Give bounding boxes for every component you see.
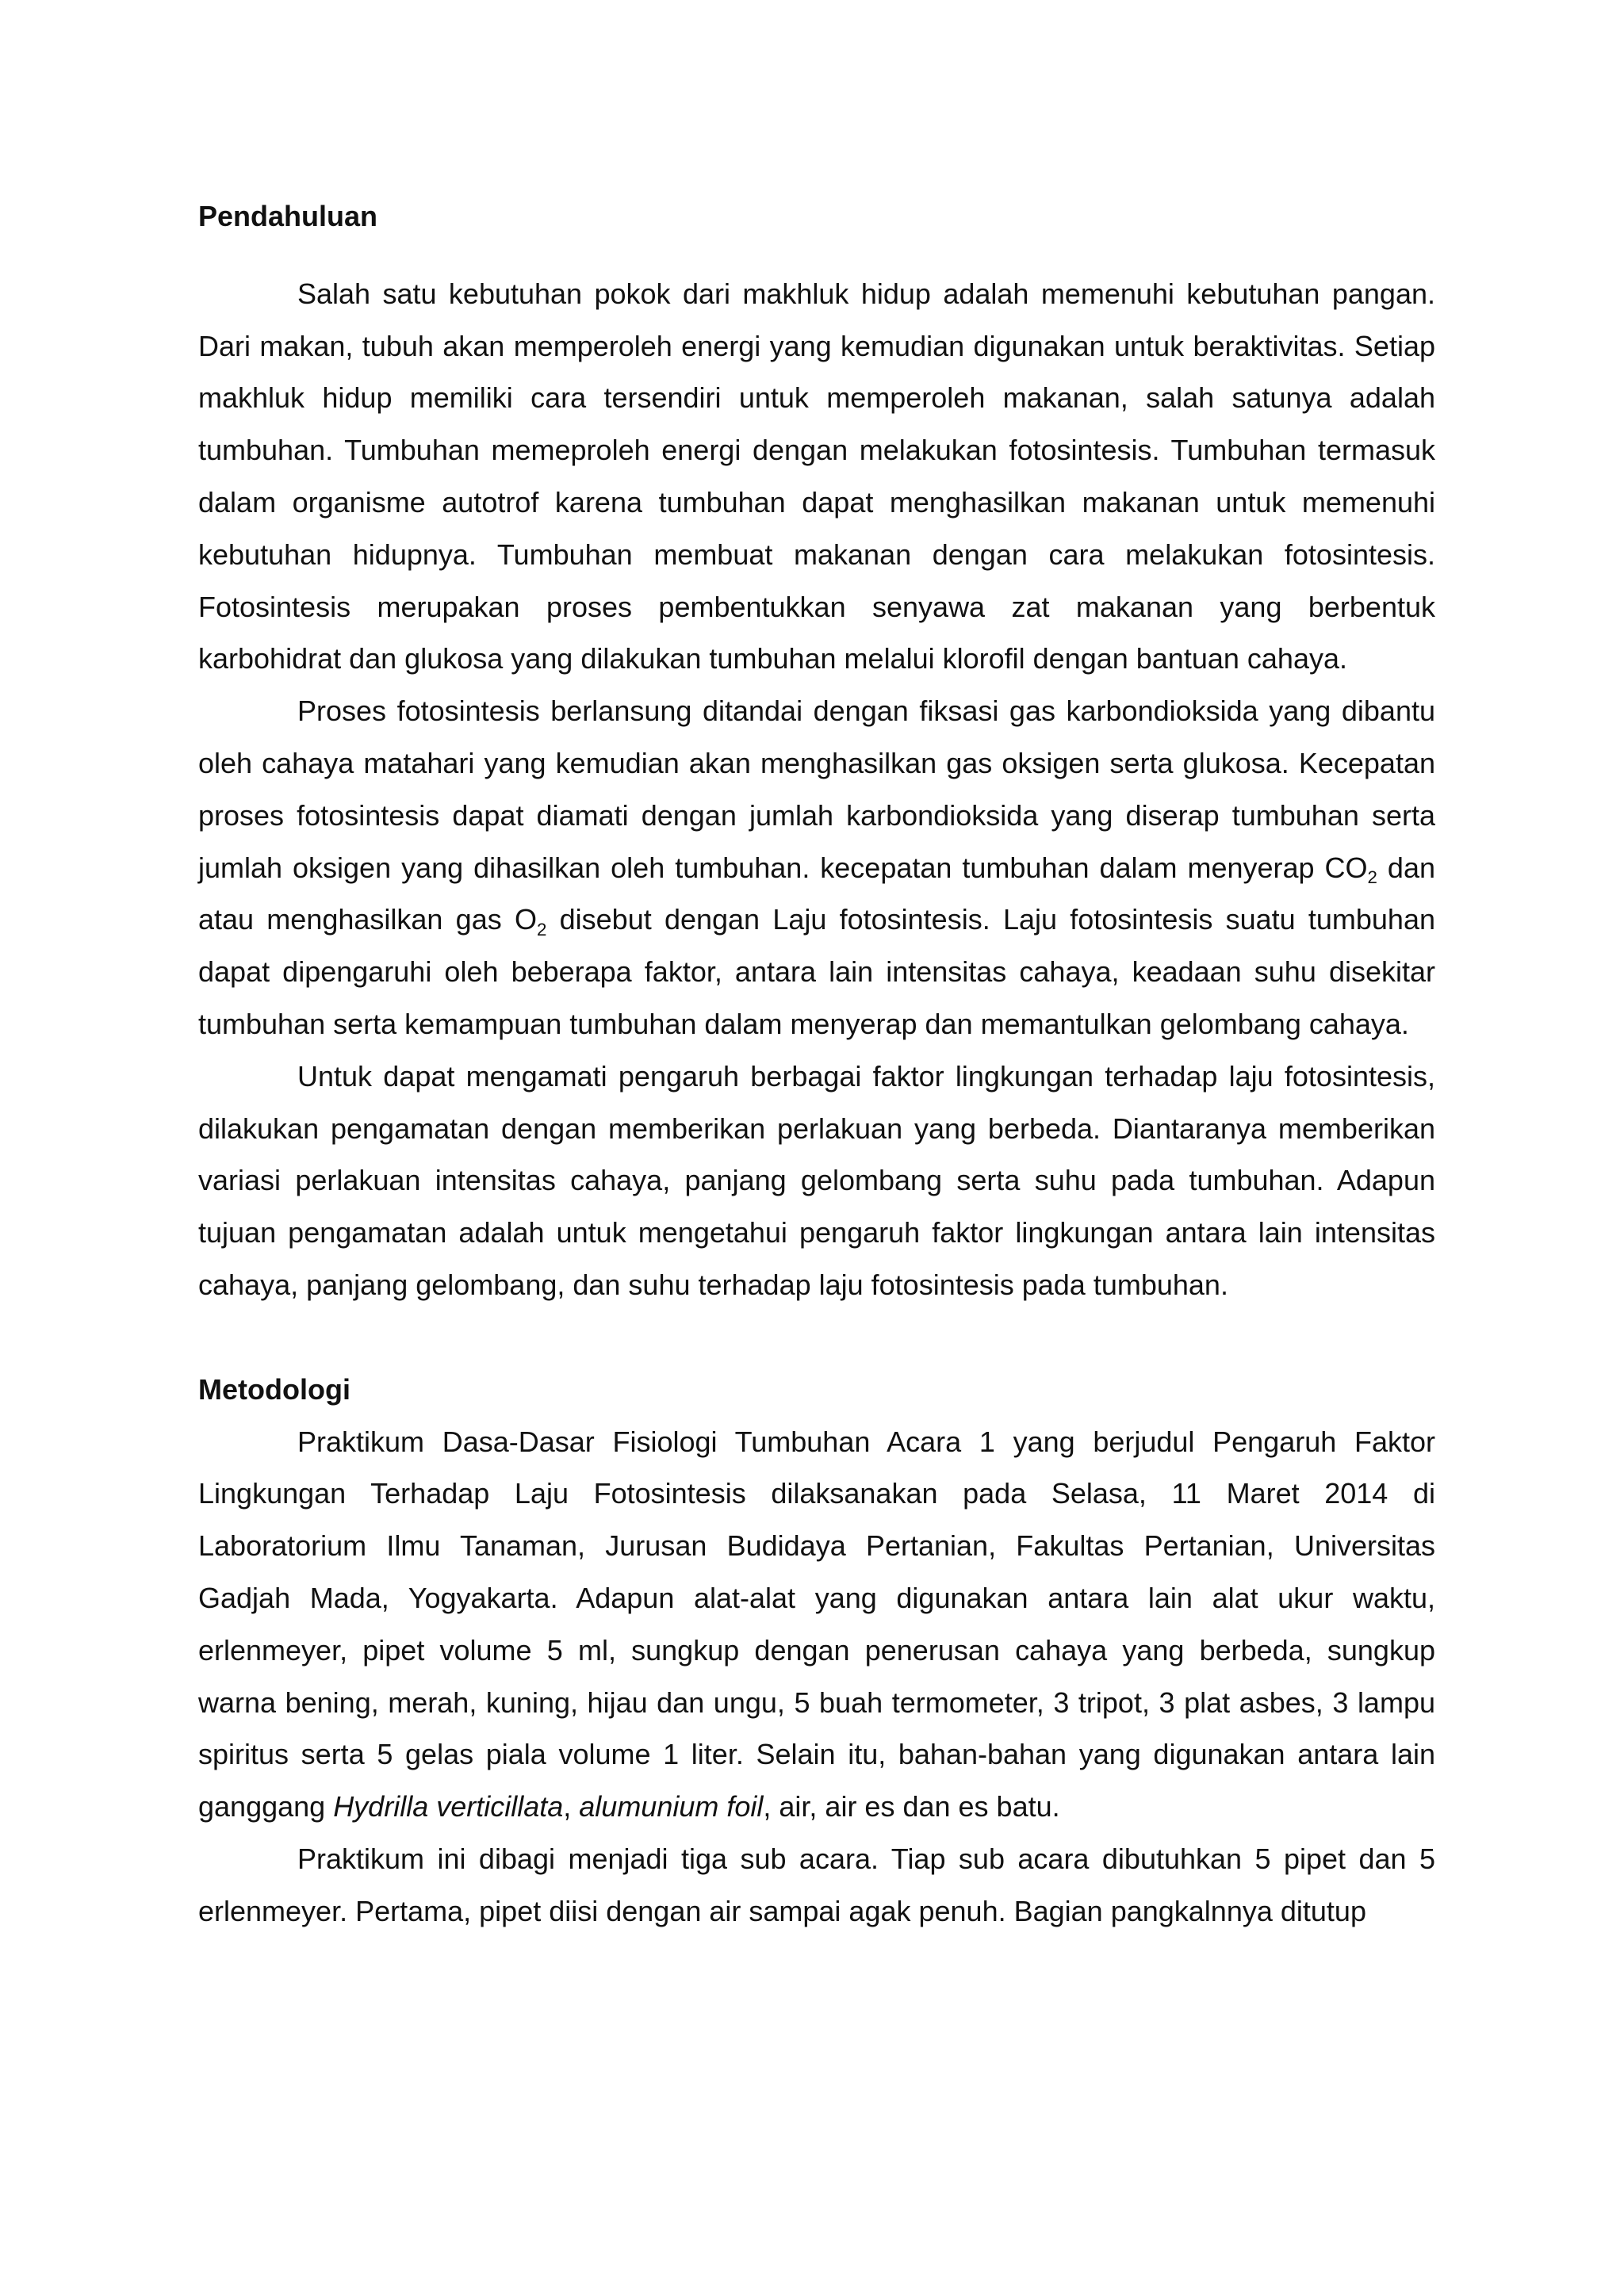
document-page xyxy=(198,190,1435,1938)
pendahuluan-paragraph-2 xyxy=(198,685,1435,1050)
paragraph-text: Praktikum Dasa-Dasar Fisiologi Tumbuhan Acara 1 yang berjudul Pengaruh Faktor Lingkungan Terhadap Laju Fotosintesis dilaksanakan pada Selasa, 11 Maret 2014 di Laboratorium Ilmu Tanaman, Jurusan Budidaya Pertanian, Fakultas Pertanian, Universitas Gadjah Mada, Yogyakarta. Adapun alat-alat yang digunakan antara lain alat ukur waktu, erlenmeyer, pipet volume 5 ml, sungkup dengan penerusan cahaya yang berbeda, sungkup warna bening, merah, kuning, hijau dan ungu, 5 buah termometer, 3 tripot, 3 plat asbes, 3 lampu spiritus serta 5 gelas piala volume 1 liter. Selain itu, bahan-bahan yang digunakan antara lain ganggang xyxy=(198,1425,1435,1823)
paragraph-text: disebut dengan Laju fotosintesis. Laju fotosintesis suatu tumbuhan dapat dipengaruhi oleh beberapa faktor, antara lain intensitas cahaya, keadaan suhu disekitar tumbuhan serta kemampuan tumbuhan dalam menyerap dan memantulkan gelombang cahaya. xyxy=(198,903,1435,1040)
o2-subscript: 2 xyxy=(536,919,547,939)
paragraph-text: , air, air es dan es batu. xyxy=(763,1790,1060,1823)
heading-metodologi: Metodologi xyxy=(198,1372,350,1406)
metodologi-paragraph-2: Praktikum ini dibagi menjadi tiga sub acara. Tiap sub acara dibutuhkan 5 pipet dan 5 erlenmeyer. Pertama, pipet diisi dengan air sampai agak penuh. Bagian pangkalnnya ditutup xyxy=(198,1842,1435,1927)
paragraph-text: dan atau menghasilkan gas O xyxy=(198,851,1435,936)
pendahuluan-paragraph-1: Salah satu kebutuhan pokok dari makhluk hidup adalah memenuhi kebutuhan pangan. Dari makan, tubuh akan memperoleh energi yang kemudian digunakan untuk beraktivitas. Setiap makhluk hidup memiliki cara tersendiri untuk memperoleh makanan, salah satunya adalah tumbuhan. Tumbuhan memeproleh energi dengan melakukan fotosintesis. Tumbuhan termasuk dalam organisme autotrof karena tumbuhan dapat menghasilkan makanan untuk memenuhi kebutuhan hidupnya. Tumbuhan membuat makanan dengan cara melakukan fotosintesis. Fotosintesis merupakan proses pembentukkan senyawa zat makanan yang berbentuk karbohidrat dan glukosa yang dilakukan tumbuhan melalui klorofil dengan bantuan cahaya. xyxy=(198,277,1435,675)
pendahuluan-paragraph-3: Untuk dapat mengamati pengaruh berbagai faktor lingkungan terhadap laju fotosintesis, dilakukan pengamatan dengan memberikan perlakuan yang berbeda. Diantaranya memberikan variasi perlakuan intensitas cahaya, panjang gelombang serta suhu pada tumbuhan. Adapun tujuan pengamatan adalah untuk mengetahui pengaruh faktor lingkungan antara lain intensitas cahaya, panjang gelombang, dan suhu terhadap laju fotosintesis pada tumbuhan. xyxy=(198,1059,1435,1301)
species-name-italic: Hydrilla verticillata xyxy=(333,1790,564,1823)
paragraph-text: , xyxy=(563,1790,580,1823)
co2-subscript: 2 xyxy=(1367,867,1377,887)
material-name-italic: alumunium foil xyxy=(579,1790,764,1823)
metodologi-paragraph-1 xyxy=(198,1416,1435,1833)
paragraph-text: Proses fotosintesis berlansung ditandai dengan fiksasi gas karbondioksida yang dibantu oleh cahaya matahari yang kemudian akan menghasilkan gas oksigen serta glukosa. Kecepatan proses fotosintesis dapat diamati dengan jumlah karbondioksida yang diserap tumbuhan serta jumlah oksigen yang dihasilkan oleh tumbuhan. kecepatan tumbuhan dalam menyerap CO xyxy=(198,695,1435,884)
heading-pendahuluan: Pendahuluan xyxy=(198,200,378,232)
